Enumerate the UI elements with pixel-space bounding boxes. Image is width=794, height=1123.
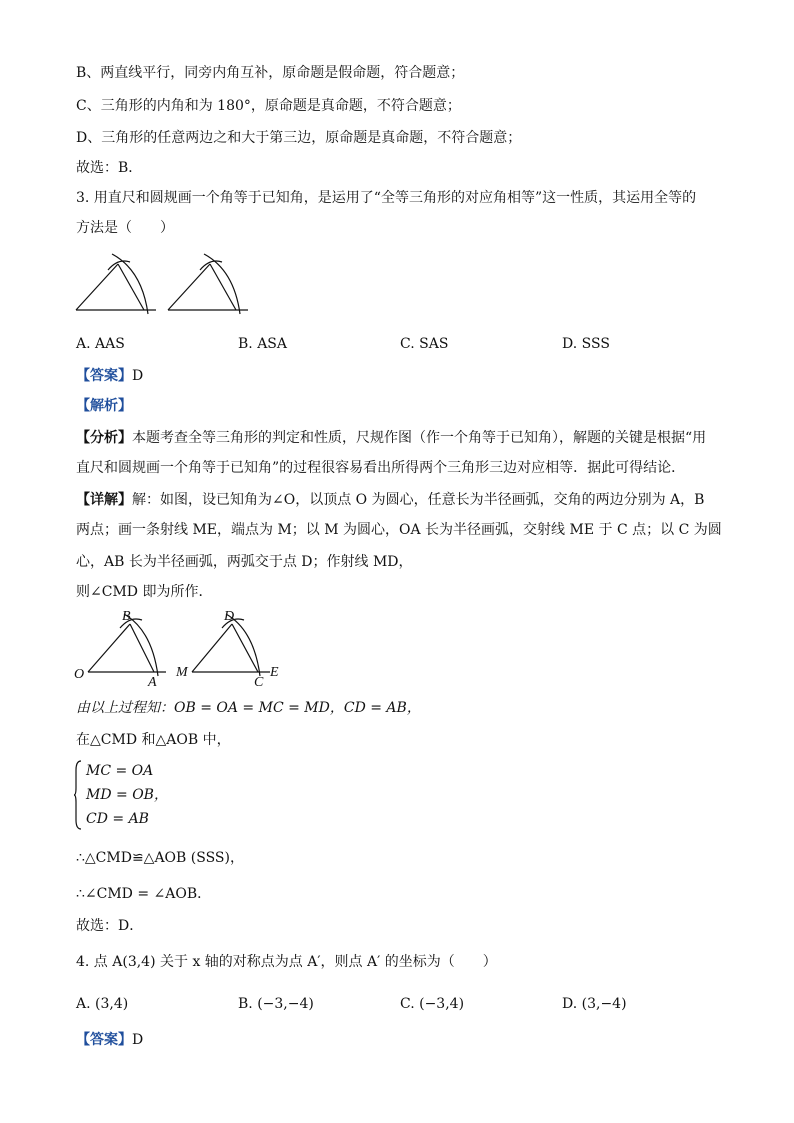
q3-option-a: A. AAS bbox=[76, 336, 125, 352]
q3-proof2: 在△CMD 和△AOB 中， bbox=[76, 732, 231, 748]
system-eq3: CD = AB bbox=[86, 811, 149, 827]
label-C: C bbox=[254, 675, 264, 690]
q4-answer-value: D bbox=[132, 1032, 144, 1048]
q3-stem-line1: 3. 用直尺和圆规画一个角等于已知角，是运用了“全等三角形的对应角相等”这一性质，其运用全等的 bbox=[76, 190, 697, 206]
q4-option-a: A. (3,4) bbox=[76, 996, 129, 1012]
figure1-chord bbox=[118, 264, 144, 310]
q3-option-c: C. SAS bbox=[400, 336, 449, 352]
q4-option-b: B. (−3,−4) bbox=[238, 996, 314, 1012]
q3-option-d: D. SSS bbox=[562, 336, 610, 352]
fenxi-tag: 【分析】 bbox=[76, 430, 132, 446]
label-M: M bbox=[176, 665, 188, 680]
q3-construction-figure bbox=[72, 248, 262, 318]
label-O: O bbox=[74, 667, 85, 682]
option-b-explanation: B、两直线平行，同旁内角互补，原命题是假命题，符合题意； bbox=[76, 65, 465, 81]
figure2-side bbox=[168, 264, 210, 310]
label-B: B bbox=[122, 609, 131, 624]
detail-tag: 【详解】 bbox=[76, 492, 132, 508]
answer-value: D bbox=[132, 368, 144, 384]
system-eq2: MD = OB， bbox=[86, 787, 168, 803]
q3-option-b: B. ASA bbox=[238, 336, 287, 352]
q3-choice: 故选：D． bbox=[76, 918, 144, 934]
system-brace bbox=[74, 760, 82, 830]
figure2-chord bbox=[210, 264, 236, 310]
system-eq1: MC = OA bbox=[86, 763, 154, 779]
option-d-explanation: D、三角形的任意两边之和大于第三边，原命题是真命题，不符合题意； bbox=[76, 130, 522, 146]
fenxi-text1: 本题考查全等三角形的判定和性质，尺规作图（作一个角等于已知角），解题的关键是根据“用 bbox=[132, 430, 707, 446]
q3-labeled-figure bbox=[72, 606, 292, 688]
label-E: E bbox=[270, 665, 279, 680]
q3-answer-row bbox=[76, 366, 143, 386]
q3-detail-line2: 两点；画一条射线 ME，端点为 M；以 M 为圆心，OA 长为半径画弧，交射线 ME 于 C 点；以 C 为圆 bbox=[76, 522, 722, 538]
q3-detail-line1 bbox=[76, 490, 704, 510]
q3-analysis-heading bbox=[76, 396, 132, 416]
prev-choice: 故选：B． bbox=[76, 160, 143, 176]
q3-detail-line3: 心，AB 长为半径画弧，两弧交于点 D；作射线 MD， bbox=[76, 554, 413, 570]
q3-fenxi-line2: 直尺和圆规画一个角等于已知角”的过程很容易看出所得两个三角形三边对应相等．据此可得结论． bbox=[76, 460, 686, 476]
q3-proof3: ∴△CMD≌△AOB (SSS)， bbox=[76, 850, 244, 866]
label-A: A bbox=[148, 675, 157, 690]
q4-stem: 4. 点 A(3,4) 关于 x 轴的对称点为点 A′，则点 A′ 的坐标为（ ） bbox=[76, 954, 497, 970]
q3-proof4: ∴∠CMD = ∠AOB． bbox=[76, 886, 212, 902]
answer-tag: 【答案】 bbox=[76, 368, 132, 384]
q4-option-c: C. (−3,4) bbox=[400, 996, 465, 1012]
q3-stem-line2: 方法是（ ） bbox=[76, 220, 174, 236]
analysis-tag: 【解析】 bbox=[76, 398, 132, 414]
q3-fenxi-line1 bbox=[76, 428, 706, 448]
label-D: D bbox=[224, 609, 235, 624]
q4-answer-row bbox=[76, 1030, 143, 1050]
figure1-side bbox=[76, 264, 118, 310]
q4-option-d: D. (3,−4) bbox=[562, 996, 627, 1012]
option-c-explanation: C、三角形的内角和为 180°，原命题是真命题，不符合题意； bbox=[76, 98, 461, 114]
q4-answer-tag: 【答案】 bbox=[76, 1032, 132, 1048]
q3-detail-line4: 则∠CMD 即为所作． bbox=[76, 584, 213, 600]
q3-proof1: 由以上过程知：OB = OA = MC = MD，CD = AB， bbox=[76, 700, 421, 716]
detail-text1: 解：如图，设已知角为∠O，以顶点 O 为圆心，任意长为半径画弧，交角的两边分别为 A，B bbox=[132, 492, 705, 508]
